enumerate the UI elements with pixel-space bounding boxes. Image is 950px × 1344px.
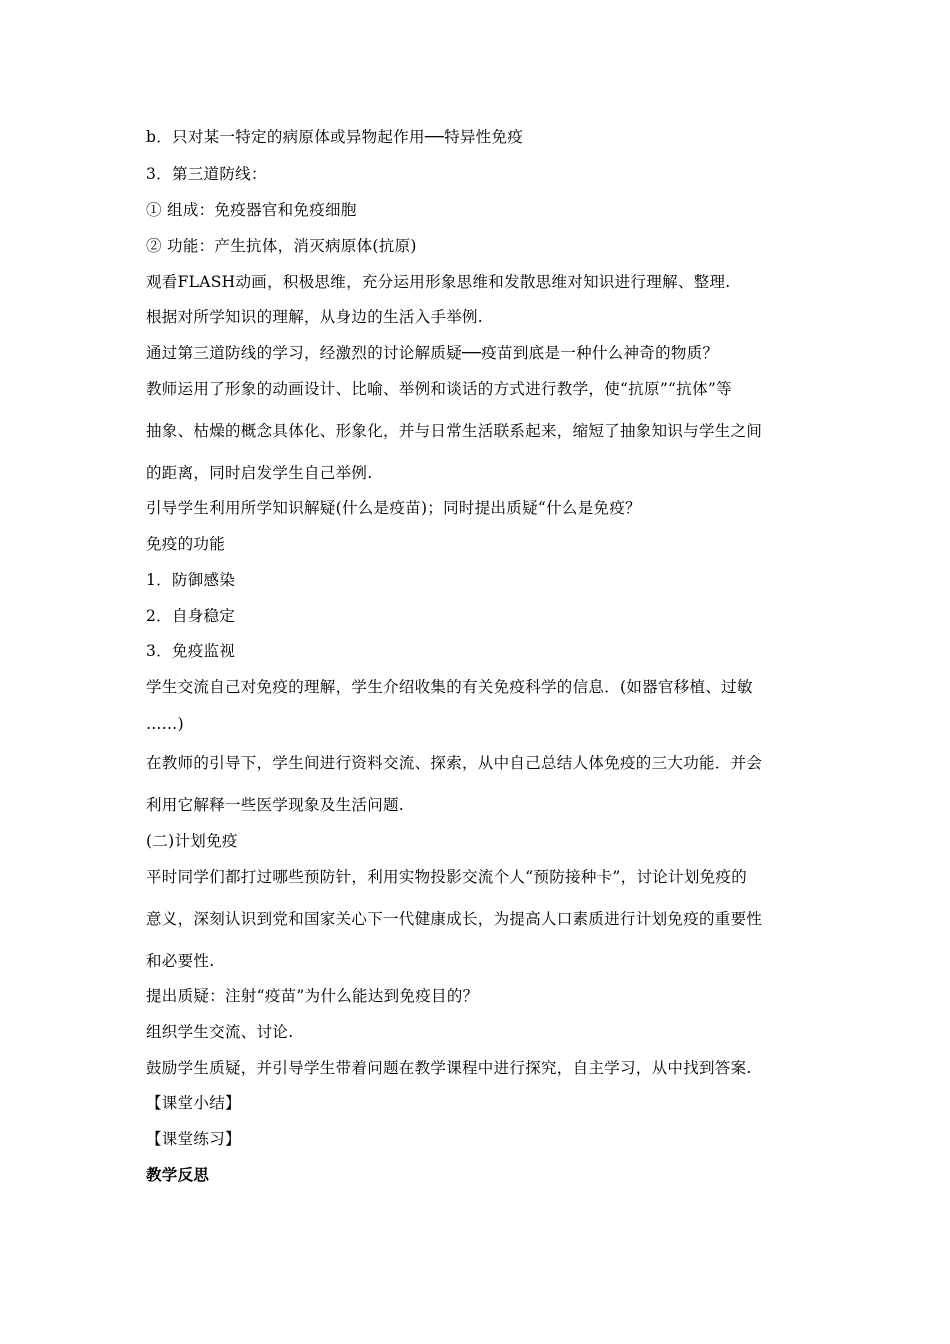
text-line-ellipsis: ……) — [146, 715, 184, 733]
text-line-vaccination-3: 和必要性. — [146, 952, 215, 970]
text-line-organize-discussion: 组织学生交流、讨论. — [146, 1023, 294, 1041]
text-line-third-defense: 3．第三道防线： — [146, 165, 267, 183]
text-line-composition: ① 组成：免疫器官和免疫细胞 — [146, 201, 357, 219]
text-line-immune-functions: 免疫的功能 — [146, 535, 226, 553]
section-heading-class-summary: 【课堂小结】 — [146, 1094, 241, 1112]
section-heading-class-practice: 【课堂练习】 — [146, 1130, 241, 1148]
text-line-vaccination-1: 平时同学们都打过哪些预防针，利用实物投影交流个人“预防接种卡”，讨论计划免疫的 — [146, 868, 748, 886]
text-line-encourage: 鼓励学生质疑，并引导学生带着问题在教学课程中进行探究，自主学习，从中找到答案. — [146, 1059, 752, 1077]
text-line-teaching-method-2: 抽象、枯燥的概念具体化、形象化，并与日常生活联系起来，缩短了抽象知识与学生之间 — [146, 422, 763, 440]
section-heading-teaching-reflection: 教学反思 — [146, 1165, 210, 1184]
text-line-specific-immunity: b．只对某一特定的病原体或异物起作用──特异性免疫 — [146, 128, 524, 146]
text-line-guide-students: 引导学生利用所学知识解疑(什么是疫苗)；同时提出质疑“什么是免疫？ — [146, 499, 641, 517]
text-line-vaccine-question: 通过第三道防线的学习，经激烈的讨论解质疑──疫苗到底是一种什么神奇的物质？ — [146, 344, 719, 362]
text-line-function-2: 2．自身稳定 — [146, 607, 236, 625]
text-line-flash: 观看FLASH动画，积极思维，充分运用形象思维和发散思维对知识进行理解、整理. — [146, 273, 731, 291]
text-line-question-vaccine: 提出质疑：注射“疫苗”为什么能达到免疫目的？ — [146, 987, 479, 1005]
text-line-teaching-method-1: 教师运用了形象的动画设计、比喻、举例和谈话的方式进行教学，使“抗原”“抗体”等 — [146, 380, 732, 398]
text-line-teaching-method-3: 的距离，同时启发学生自己举例. — [146, 464, 373, 482]
text-line-function-3: 3．免疫监视 — [146, 642, 236, 660]
text-line-student-exchange: 学生交流自己对免疫的理解，学生介绍收集的有关免疫科学的信息．(如器官移植、过敏 — [146, 678, 753, 696]
section-heading-planned-immunization: (二)计划免疫 — [146, 832, 238, 850]
text-line-function-1: 1．防御感染 — [146, 571, 236, 589]
text-line-vaccination-2: 意义，深刻认识到党和国家关心下一代健康成长，为提高人口素质进行计划免疫的重要性 — [146, 910, 763, 928]
text-line-teacher-guide-2: 利用它解释一些医学现象及生活问题. — [146, 796, 405, 814]
text-line-function: ② 功能：产生抗体，消灭病原体(抗原) — [146, 237, 417, 255]
text-line-teacher-guide-1: 在教师的引导下，学生间进行资料交流、探索，从中自己总结人体免疫的三大功能．并会 — [146, 754, 763, 772]
text-line-examples: 根据对所学知识的理解，从身边的生活入手举例. — [146, 308, 484, 326]
